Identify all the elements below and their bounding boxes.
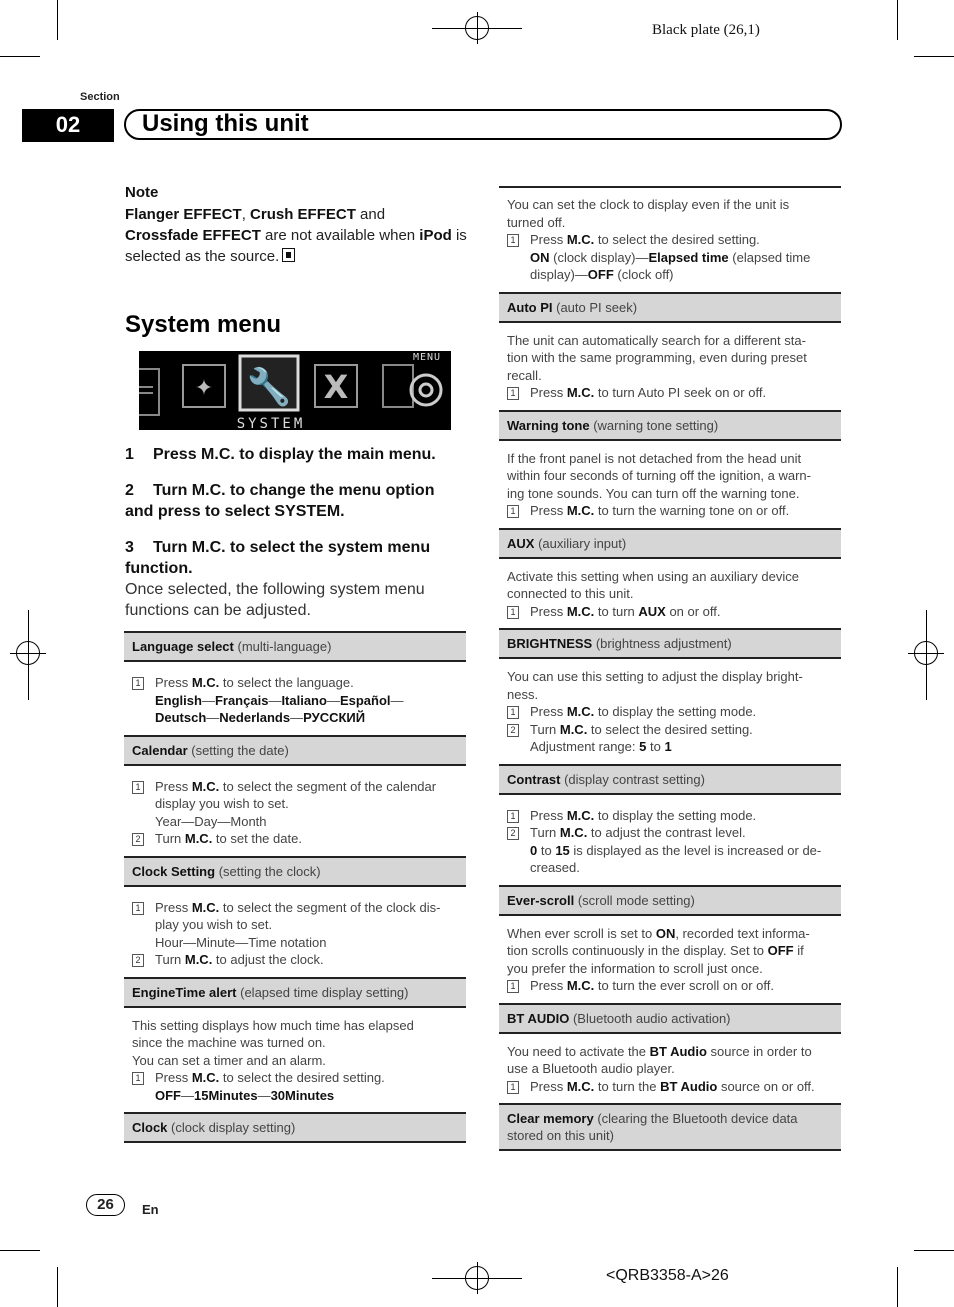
system-menu-title: System menu [125,311,282,338]
row-auto-pi: Auto PI (auto PI seek) [499,292,841,323]
row-clock-body: You can set the clock to display even if the unit is turned off. 1 Press M.C. to select the desired setting. ON (clock display)—Elapsed time (elapsed time display)—OFF (clock off) [507,197,811,282]
row-aux: AUX (auxiliary input) [499,528,841,559]
svg-text:X: X [323,368,349,406]
crop-mark [0,1250,40,1251]
left-settings-table [124,631,466,1143]
right-settings-table [499,186,841,1151]
row-calendar-body: 1 Press M.C. to select the segment of the calendar display you wish to set. Year—Day—Month 2 Turn M.C. to set the date. [124,766,466,856]
svg-text:✦: ✦ [194,376,214,401]
row-clock-setting-body: 1 Press M.C. to select the segment of the clock dis- play you wish to set. Hour—Minute—Time notation 2 Turn M.C. to adjust the clock. [124,887,466,977]
row-calendar: Calendar (setting the date) [124,735,466,766]
row-contrast-body: 1 Press M.C. to display the setting mode. 2 Turn M.C. to adjust the contrast level. 0 to 15 is displayed as the level is increased or de- creased. [499,795,841,885]
row-ever-scroll-body: When ever scroll is set to ON, recorded text informa- tion scrolls continuously in the display. Set to OFF if you prefer the information to scroll just once. 1 Press M.C. to turn the ever scroll on or off. [507,925,810,993]
step-3-description: Once selected, the following system menu functions can be adjusted. [125,581,425,619]
section-number: 02 [22,109,114,142]
row-auto-pi-body: The unit can automatically search for a different sta- tion with the same programming, even during preset recall. 1 Press M.C. to turn Auto PI seek on or off. [507,332,807,400]
row-clock: Clock (clock display setting) [124,1112,466,1143]
section-label: Section [80,91,120,103]
row-clock-setting: Clock Setting (setting the clock) [124,856,466,887]
language-code: En [142,1202,159,1217]
note [125,184,470,267]
svg-text:MENU: MENU [412,352,442,363]
row-ever-scroll: Ever-scroll (scroll mode setting) [499,885,841,916]
row-brightness-body: You can use this setting to adjust the display bright- ness. 1 Press M.C. to display the setting mode. 2 Turn M.C. to select the desired setting. Adjustment range: 5 to 1 [507,669,803,754]
crop-mark [57,0,58,40]
row-warning-tone: Warning tone (warning tone setting) [499,410,841,441]
step-1: 1 Press M.C. to display the main menu. [125,446,436,463]
crop-mark [57,1267,58,1307]
row-contrast: Contrast (display contrast setting) [499,764,841,795]
row-bt-audio-body: You need to activate the BT Audio source in order to use a Bluetooth audio player. 1 Press M.C. to turn the BT Audio source on or off. [507,1043,815,1094]
step-3: 3 Turn M.C. to select the system menu function. [125,539,431,577]
row-aux-body: Activate this setting when using an auxiliary device connected to this unit. 1 Press M.C. to turn AUX on or off. [507,568,799,619]
crop-mark [897,0,898,40]
svg-text:🔧: 🔧 [246,367,292,408]
crop-mark [897,1267,898,1307]
row-enginetime-alert: EngineTime alert (elapsed time display setting) [124,977,466,1008]
row-enginetime-alert-body: This setting displays how much time has elapsed since the machine was turned on. You can set a timer and an alarm. 1 Press M.C. to select the desired setting. OFF—15Minutes—30Minutes [132,1017,414,1103]
step-2: 2 Turn M.C. to change the menu option and press to select SYSTEM. [125,482,435,520]
plate-label: Black plate (26,1) [652,22,760,38]
system-menu-display-image [139,351,451,430]
row-clear-memory: Clear memory (clearing the Bluetooth device data stored on this unit) [499,1103,841,1151]
document-code: <QRB3358-A>26 [606,1267,729,1284]
page-number: 26 [86,1194,125,1216]
note-text: Flanger EFFECT, Crush EFFECT and Crossfade EFFECT are not available when iPod is selected as the source. [125,206,467,265]
svg-text:SYSTEM: SYSTEM [236,416,306,430]
note-heading: Note [125,184,159,201]
crop-mark [914,56,954,57]
row-bt-audio: BT AUDIO (Bluetooth audio activation) [499,1003,841,1034]
section-title: Using this unit [142,110,309,137]
row-warning-tone-body: If the front panel is not detached from the head unit within four seconds of turning off the ignition, a warn- ing tone sounds. You can turn off the warning tone. 1 Press M.C. to turn the warning tone on or off. [507,450,811,518]
end-mark-icon [282,248,295,262]
row-language-select-body: 1 Press M.C. to select the language. English—Français—Italiano—Español— Deutsch—Nederlands—РУССКИЙ [124,662,466,735]
crop-mark [914,1250,954,1251]
row-brightness: BRIGHTNESS (brightness adjustment) [499,628,841,659]
row-language-select: Language select (multi-language) [124,631,466,662]
crop-mark [0,56,40,57]
